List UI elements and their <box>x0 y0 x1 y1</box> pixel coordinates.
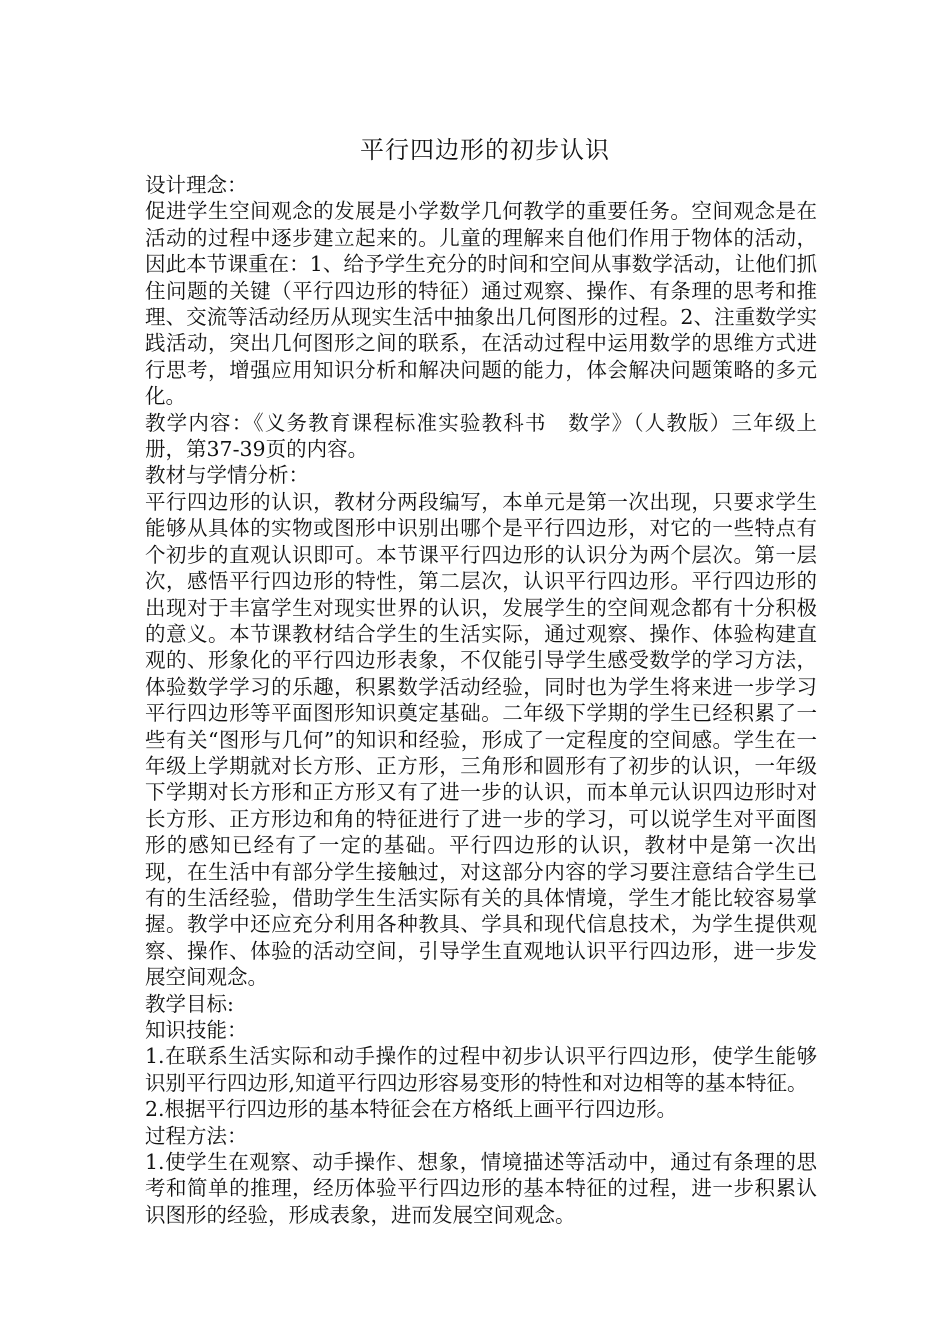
document-body <box>145 128 817 1228</box>
paragraph-design-concept: 促进学生空间观念的发展是小学数学几何教学的重要任务。空间观念是在活动的过程中逐步建立起来的。儿童的理解来自他们作用于物体的活动，因此本节课重在：1、给予学生充分的时间和空间从事数学活动，让他们抓住问题的关键（平行四边形的特征）通过观察、操作、有条理的思考和推理、交流等活动经历从现实生活中抽象出几何图形的过程。2、注重数学实践活动，突出几何图形之间的联系，在活动过程中运用数学的思维方式进行思考，增强应用知识分析和解决问题的能力，体会解决问题策略的多元化。 <box>145 199 817 409</box>
paragraph-teaching-content: 教学内容：《义务教育课程标准实验教科书 数学》（人教版）三年级上册，第37-39页的内容。 <box>145 410 817 462</box>
heading-teaching-goals: 教学目标: <box>145 991 234 1016</box>
paragraph-material-analysis: 平行四边形的认识，教材分两段编写，本单元是第一次出现，只要求学生能够从具体的实物或图形中识别出哪个是平行四边形，对它的一些特点有个初步的直观认识即可。本节课平行四边形的认识分为两个层次。第一层次，感悟平行四边形的特性，第二层次，认识平行四边形。平行四边形的出现对于丰富学生对现实世界的认识，发展学生的空间观念都有十分积极的意义。本节课教材结合学生的生活实际，通过观察、操作、体验构建直观的、形象化的平行四边形表象，不仅能引导学生感受数学的学习方法，体验数学学习的乐趣，积累数学活动经验，同时也为学生将来进一步学习平行四边形等平面图形知识奠定基础。二年级下学期的学生已经积累了一些有关“图形与几何”的知识和经验，形成了一定程度的空间感。学生在一年级上学期就对长方形、正方形，三角形和圆形有了初步的认识，一年级下学期对长方形和正方形又有了进一步的认识，而本单元认识四边形时对长方形、正方形边和角的特征进行了进一步的学习，可以说学生对平面图形的感知已经有了一定的基础。平行四边形的认识，教材中是第一次出现，在生活中有部分学生接触过，对这部分内容的学习要注意结合学生已有的生活经验，借助学生生活实际有关的具体情境，学生才能比较容易掌握。教学中还应充分利用各种教具、学具和现代信息技术，为学生提供观察、操作、体验的活动空间，引导学生直观地认识平行四边形，进一步发展空间观念。 <box>145 489 817 990</box>
list-item-process-1: 1.使学生在观察、动手操作、想象，情境描述等活动中，通过有条理的思考和简单的推理，经历体验平行四边形的基本特征的过程，进一步积累认识图形的经验，形成表象，进而发展空间观念。 <box>145 1150 817 1227</box>
heading-knowledge-skills: 知识技能： <box>145 1018 248 1042</box>
heading-material-analysis: 教材与学情分析： <box>145 463 309 488</box>
list-item-knowledge-1: 1.在联系生活实际和动手操作的过程中初步认识平行四边形，使学生能够识别平行四边形,知道平行四边形容易变形的特性和对边相等的基本特征。 <box>145 1044 817 1095</box>
document-title: 平行四边形的初步认识 <box>360 136 610 164</box>
heading-design-concept: 设计理念： <box>145 173 248 197</box>
heading-process-methods: 过程方法： <box>145 1123 248 1148</box>
list-item-knowledge-2: 2.根据平行四边形的基本特征会在方格纸上画平行四边形。 <box>145 1097 678 1122</box>
